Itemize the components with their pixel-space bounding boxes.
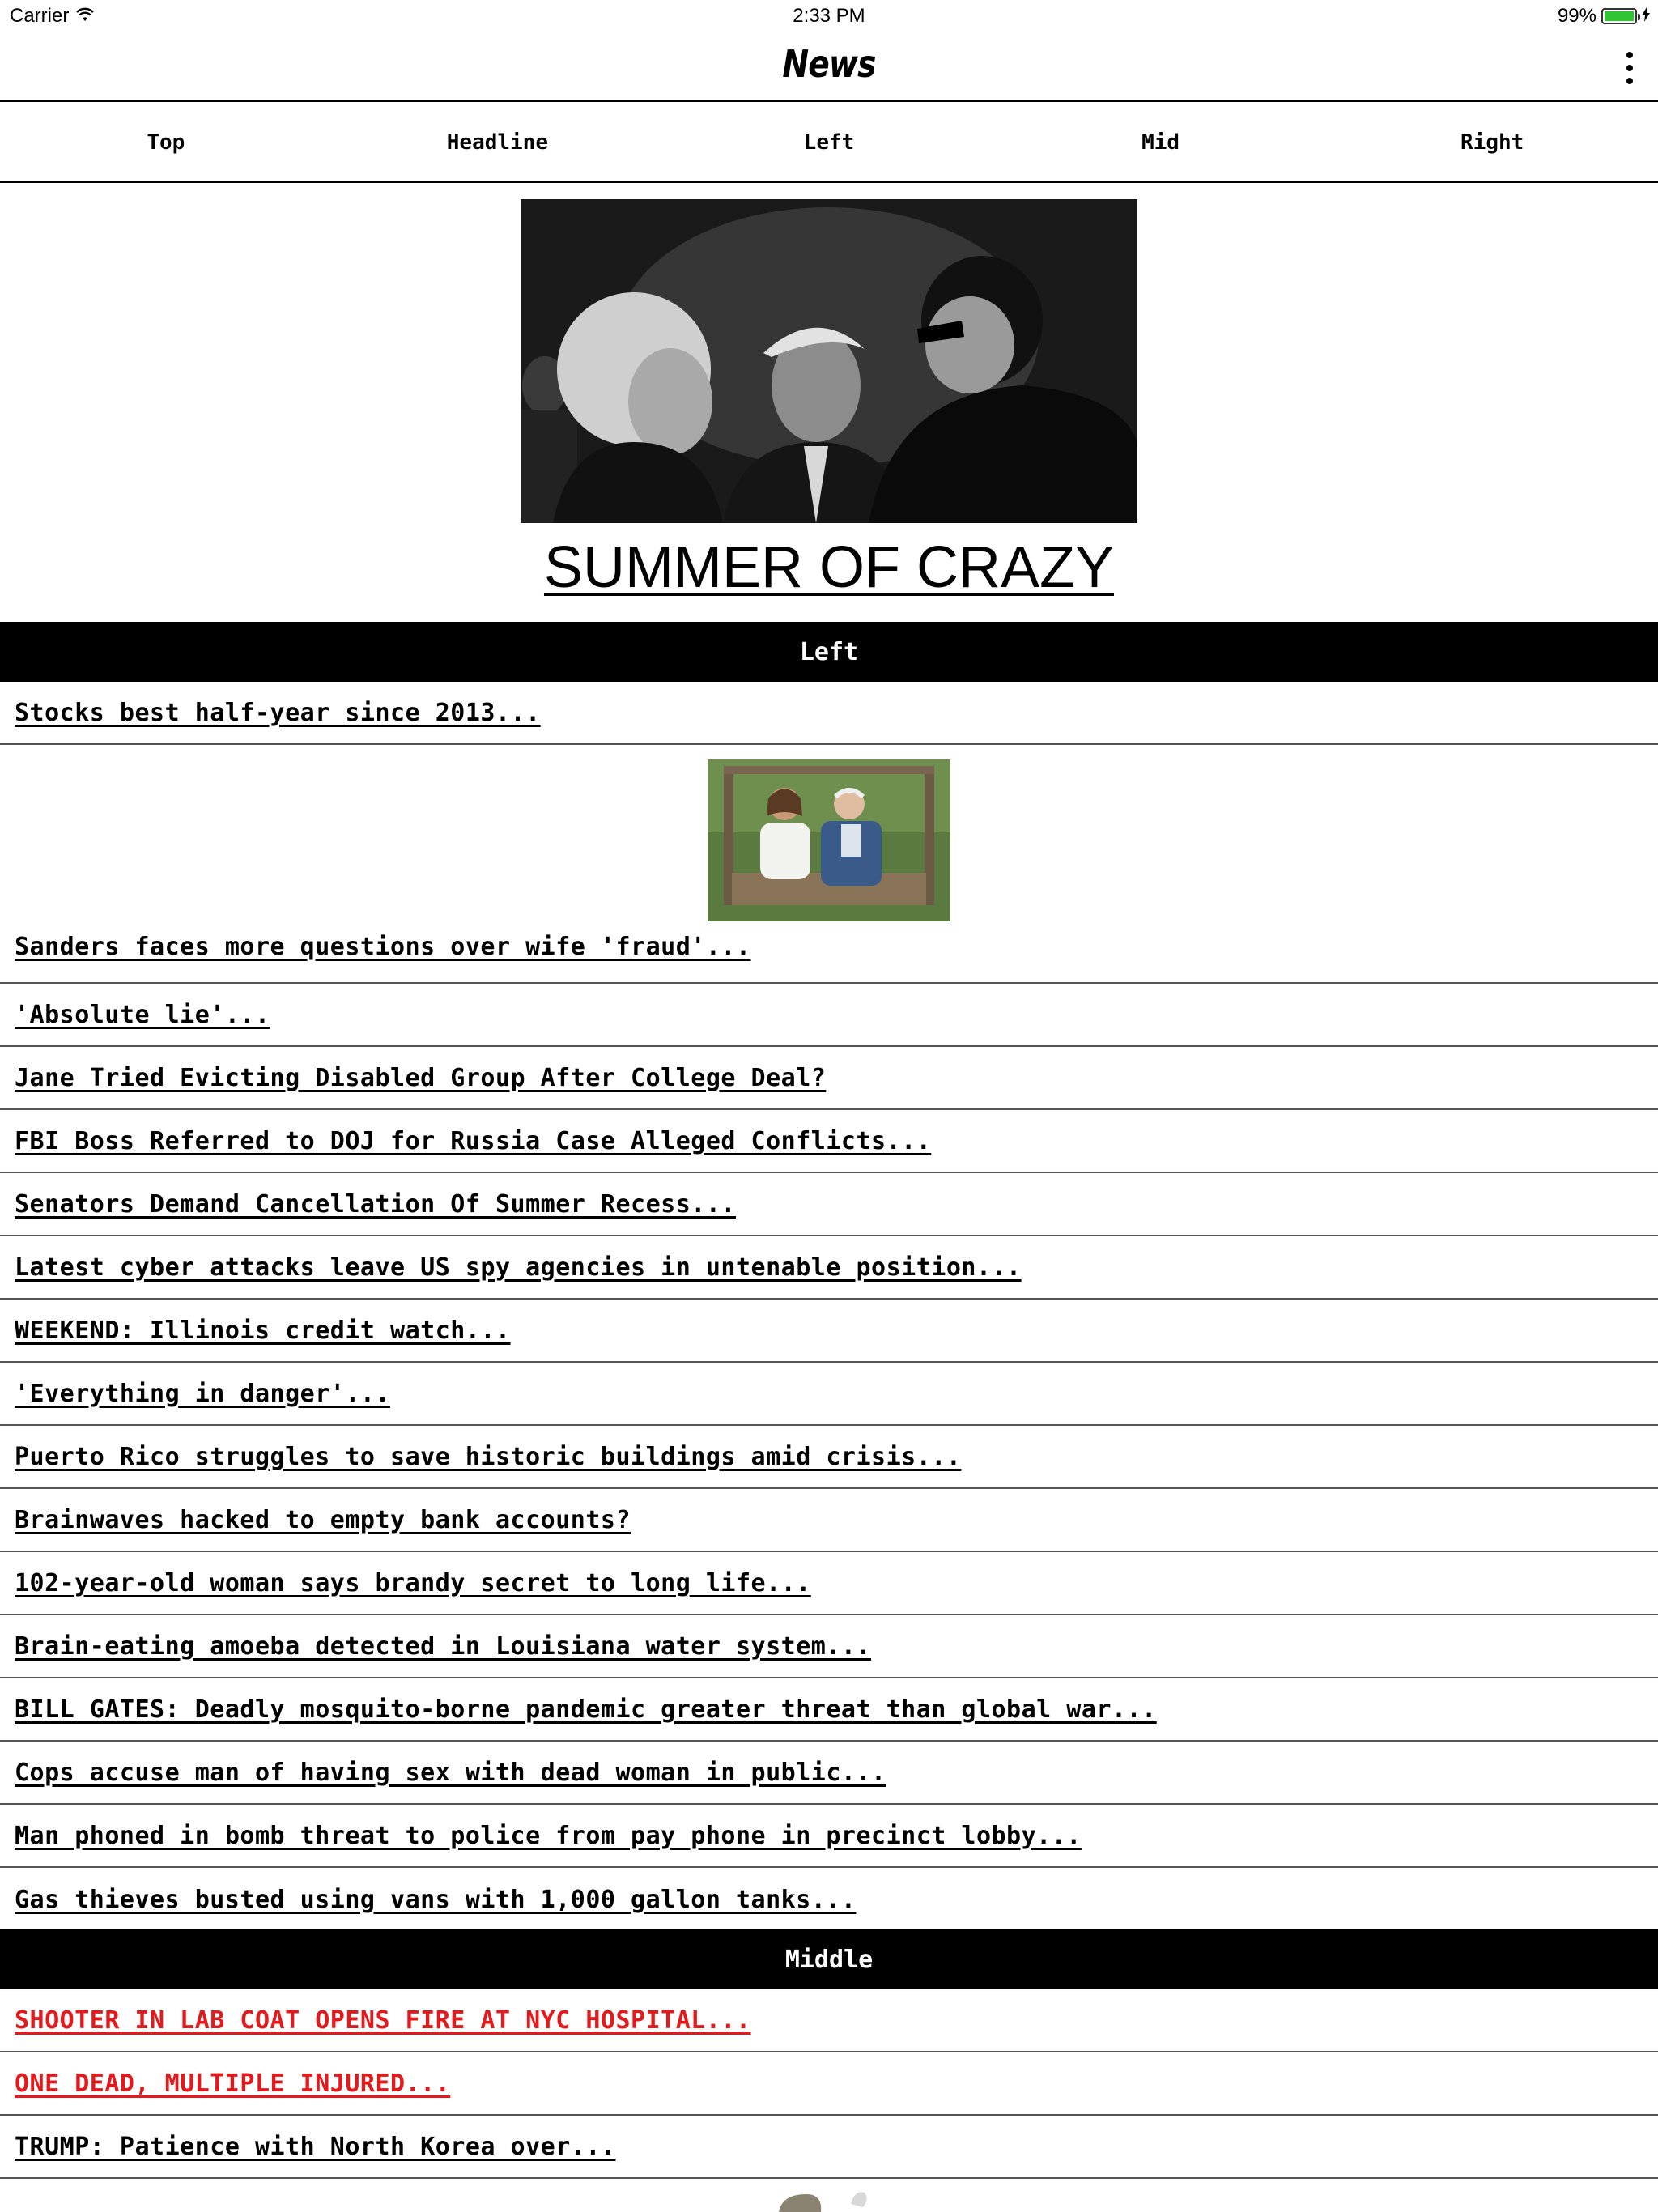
- status-time: 2:33 PM: [793, 5, 865, 27]
- headline-link[interactable]: 'Absolute lie'...: [15, 1000, 270, 1029]
- headline-link[interactable]: Latest cyber attacks leave US spy agencies in untenable position...: [15, 1253, 1022, 1282]
- headline-link[interactable]: Jane Tried Evicting Disabled Group After College Deal?: [15, 1063, 827, 1092]
- headline-link[interactable]: Gas thieves busted using vans with 1,000 gallon tanks...: [15, 1885, 857, 1914]
- list-item: [0, 1426, 1658, 1489]
- list-item: [0, 1047, 1658, 1110]
- headline-link[interactable]: Stocks best half-year since 2013...: [15, 698, 541, 727]
- list-item: [0, 1300, 1658, 1363]
- list-item: [0, 1236, 1658, 1300]
- hero-image[interactable]: [521, 199, 1137, 523]
- section-header-left: Left: [0, 622, 1658, 682]
- headline-link[interactable]: FBI Boss Referred to DOJ for Russia Case Alleged Conflicts...: [15, 1126, 932, 1155]
- list-item: [0, 1363, 1658, 1426]
- navigation-bar: [0, 32, 1658, 102]
- story-thumbnail-partial[interactable]: [774, 2188, 887, 2212]
- headline-link[interactable]: Cops accuse man of having sex with dead woman in public...: [15, 1758, 886, 1787]
- list-item: [0, 1173, 1658, 1236]
- list-item: [0, 1110, 1658, 1173]
- headline-link[interactable]: 102-year-old woman says brandy secret to long life...: [15, 1568, 811, 1597]
- tab-left[interactable]: Left: [803, 130, 855, 155]
- middle-news-list: [0, 1989, 1658, 2179]
- list-item: [0, 745, 1658, 984]
- story-thumbnail[interactable]: [708, 759, 950, 921]
- list-item: [0, 2052, 1658, 2116]
- left-news-list: [0, 682, 1658, 1931]
- tab-right[interactable]: Right: [1460, 130, 1524, 155]
- headline-link[interactable]: Brain-eating amoeba detected in Louisiana water system...: [15, 1631, 872, 1661]
- headline-link[interactable]: Brainwaves hacked to empty bank accounts?: [15, 1505, 631, 1534]
- battery-icon: [1601, 8, 1637, 24]
- tab-top[interactable]: Top: [147, 130, 185, 155]
- headline-link[interactable]: SHOOTER IN LAB COAT OPENS FIRE AT NYC HOSPITAL...: [15, 2006, 751, 2035]
- headline-link[interactable]: 'Everything in danger'...: [15, 1379, 391, 1408]
- tab-headline[interactable]: Headline: [446, 130, 548, 155]
- headline-link[interactable]: Man phoned in bomb threat to police from pay phone in precinct lobby...: [15, 1821, 1082, 1850]
- headline-link[interactable]: ONE DEAD, MULTIPLE INJURED...: [15, 2069, 451, 2098]
- headline-link[interactable]: Senators Demand Cancellation Of Summer Recess...: [15, 1189, 736, 1219]
- list-item: [0, 1989, 1658, 2052]
- hero-headline[interactable]: [0, 534, 1658, 601]
- carrier-label: Carrier: [10, 5, 70, 27]
- list-item: [0, 682, 1658, 745]
- hero-headline-link[interactable]: SUMMER OF CRAZY: [543, 535, 1114, 600]
- headline-link[interactable]: BILL GATES: Deadly mosquito-borne pandemic greater threat than global war...: [15, 1695, 1157, 1724]
- list-item: [0, 984, 1658, 1047]
- headline-link[interactable]: Sanders faces more questions over wife 'fraud'...: [15, 933, 751, 961]
- headline-link[interactable]: Puerto Rico struggles to save historic buildings amid crisis...: [15, 1442, 962, 1471]
- more-vertical-icon[interactable]: [1624, 52, 1635, 84]
- headline-link[interactable]: TRUMP: Patience with North Korea over...: [15, 2132, 616, 2161]
- battery-fill: [1605, 11, 1634, 21]
- list-item: [0, 1489, 1658, 1552]
- status-right: [1558, 5, 1650, 28]
- list-item: [0, 1615, 1658, 1678]
- list-item: [0, 2116, 1658, 2179]
- list-item: [0, 1805, 1658, 1868]
- battery-percent: 99%: [1557, 5, 1596, 27]
- status-bar: [0, 0, 1658, 32]
- tab-mid[interactable]: Mid: [1141, 130, 1180, 155]
- headline-link[interactable]: WEEKEND: Illinois credit watch...: [15, 1316, 511, 1345]
- list-item: [0, 1678, 1658, 1742]
- section-tabs: [0, 104, 1658, 183]
- app-title: News: [782, 42, 876, 86]
- list-item: [0, 1552, 1658, 1615]
- bolt-icon: [1642, 5, 1650, 28]
- list-item: [0, 1742, 1658, 1805]
- list-item: [0, 1868, 1658, 1931]
- section-header-middle: Middle: [0, 1929, 1658, 1989]
